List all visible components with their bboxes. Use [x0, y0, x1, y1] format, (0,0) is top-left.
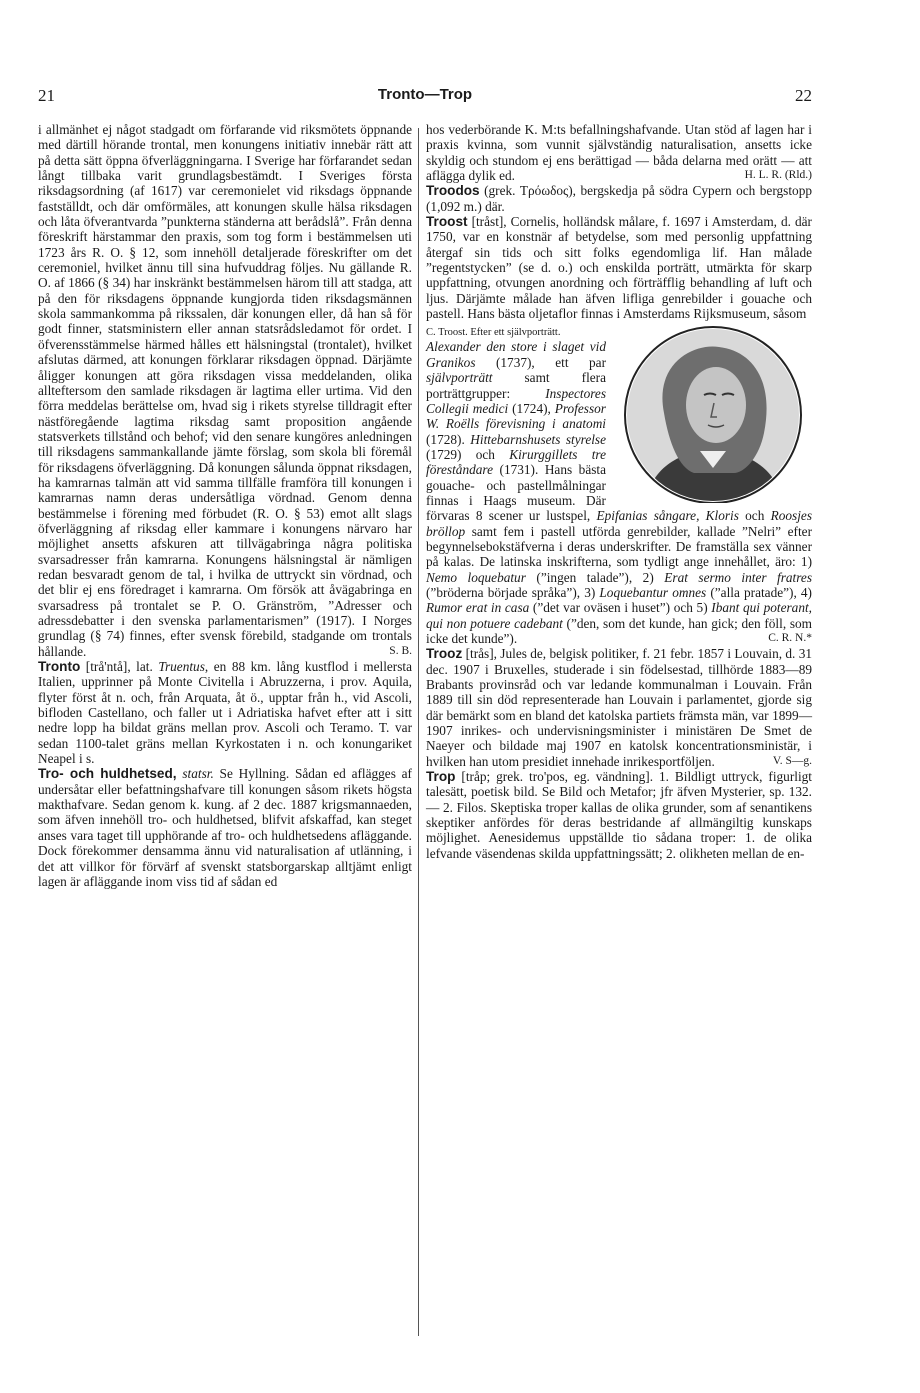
- trontal-article-continuation: i allmänhet ej något stadgadt om förfarande vid riksmötets öppnande med därtill hörande trontal, men konungens initiativ innebär rätt att på detta sätt öppna öfverläggningarna. I Sverige har förfarandet sedan långt tillbaka varit grundlagsbestämdt. I Sveriges första riksdagsordning (af 1617) var ceremonielet vid riksdags öppnande fastställdt, och där omförmäles, att konungen skulle hälsa riksdagen och låta öfverantvarda ”punkterna ständerna att berådslå”. Från denna föreskrift härstammar den praxis, som tog form i bestämmelsen uti 1723 års R. O. § 12, som innehöll detaljerade föreskrifter om det ceremoniel, hvilket ännu till sina hufvuddrag följes. Nu gällande R. O. af 1866 (§ 34) har inskränkt bestämmelsen härom till att stadga, att på den för riksdagens öppnande kungjorda tiden riksdagsmännen skola sammankomma på rikssalen, där konungen eller, då han så för godt finner, statsministern eller annan statsrådsledamot för ordet. I öfverensstämmelse härmed hålles ett hälsningstal (trontalet), hvilket afslutas därmed, att konungen förklarar riksdagen öppnad. Därjämte åligger konungen att göra riksdagen vissa meddelanden, olika allteftersom den samlade riksdagen är lagtima eller urtima. Vid den förra meddelas berättelse om, hvad sig i rikets styrelse tilldragit efter nästföregående lagtima riksdag samt proposition angående statsverkets tillstånd och behof; vid den senare kungöres anledningen till riksdagens sammankallande jämte förslag, som skola bli föremål för riksdagens öfverläggning. Då konungen sålunda öppnat riksdagen, ha kamrarnas talmän att vid samma tillfälle framföra till konungen i kamrarnas namn deras undersåtliga vördnad. Genom denna bestämmelse i förening med förbudet (R. O. § 53) emot allt slags öfverläggning af riksdag eller kammare i konungens närvaro har möjlighet ansetts afskuren att tillvägabringa några politiska svarsadresser från kamrarna. Konungens hälsningstal är nämligen redan besvaradt genom de tal, i hvilka de uttryckt sin vördnad, och det blir ej ens föredraget i kamrarna. Om försök att åvägabringa en svarsadress på trontalet se P. O. Gränström, ”Adresser och adressdebatter i den svenska parlamentarismen” (1917). I Norges grundlag (§ 74) finnes, efter svensk förebild, stadgande om trontals hållande. S. B.: [38, 122, 412, 659]
- headword: Troost: [426, 214, 468, 230]
- signature: C. R. N.*: [768, 632, 812, 644]
- signature: H. L. R. (Rld.): [744, 169, 812, 182]
- entry-tronto: Tronto [trå'ntå], lat. Truentus, en 88 km. lång kustflod i mellersta Italien, upprinner på Monte Civitella i Abruzzerna, i prov. Aquila, flyter först åt n. och, från Arquata, åt ö., upptar från h., vid Ascoli, bifloden Castellano, och faller ut i Adriatiska hafvet efter att i sitt nedre lopp ha bildat gräns mellan prov. Ascoli och Teramo. T. var sedan 1100-talet gräns mellan Kyrkostaten i n. och konungariket Neapel i s.: [38, 659, 412, 767]
- entry-trop: Trop [tråp; grek. tro'pos, eg. vändning]. 1. Bildligt uttryck, figurligt talesätt, poetisk bild. Se Bild och Metafor; jfr äfven Mysterier, sp. 132. — 2. Filos. Skeptiska troper kallas de olika grunder, som af senantikens skeptiker anfördes för deras bestridande af allmängiltig kunskaps möjlighet. Aenesidemus uppställde tio sådana troper: 1. de olika lefvande väsendenas skilda uppfattningssätt; 2. olikheten mellan de en-: [426, 769, 812, 861]
- signature: S. B.: [389, 644, 412, 657]
- portrait-caption: C. Troost. Efter ett självporträtt.: [426, 327, 561, 339]
- headword: Tronto: [38, 659, 81, 675]
- headword: Tro- och huldhetsed,: [38, 766, 177, 782]
- entry-troodos: Troodos (grek. Τρόωδος), bergskedja på södra Cypern och bergstopp (1,092 m.) där.: [426, 183, 812, 214]
- right-column: hos vederbörande K. M:ts befallningshafvande. Utan stöd af lagen har i praxis kvinna, som vunnit självständig naturalisation, ansetts icke skyldig och stundom ej ens berättigad — båda delarna med orätt — att aflägga dylik ed. H. L. R. (Rld.) Troodos (grek. Τρόωδος), bergskedja på södra Cypern och bergstopp (1,092 m.) där. Troost [tråst], Cornelis, holländsk målare, f. 1697 i Amsterdam, d. där 1750, var en konstnär af betydelse, som med personlig uppfattning återgaf sin tids och sitt folks egendomliga lif. Han målade ”regentstycken” (se d. o.) och enskilda porträtt, utmärkta för skarp uppfattning, otvungen anordning och förträfflig behandling af luft och ljus. Därjämte målade han äfven lifliga genrebilder i gouache och pastell. Hans bästa oljetaflor finnas i Amsterdams Rijksmuseum, såsom C. Troost. Efter ett självporträtt. Alexander den store i slaget vid Granikos (1737), ett par självporträtt samt flera porträttgrupper: Inspectores Collegii medici (1724), Professor W. Roëlls förevisning i anatomi (1728). Hittebarnshusets styrelse (1729) och Kirurggillets tre föreståndare (1731). Hans bästa gouache- och pastellmålningar finnas i Haags museum. Där förvaras 8 scener ur lustspel, Epifanias sångare, Kloris och Roosjes bröllop samt fem i pastell utförda genrebilder, kallade ”Nelri” efter begynnelsebokstäfverna i deras underskrifter. De framställa sex vänner på kalas. De latinska inskrifterna, som tydligt ange innehållet, äro: 1) Nemo loquebatur (”ingen talade”), 2) Erat sermo inter fratres (”bröderna började språka”), 3) Loquebantur omnes (”alla pratade”), 4) Rumor erat in casa (”det var oväsen i huset”) och 5) Ibant qui poterant, qui non potuere cadebant (”den, som det kunde, han gick; den föll, som icke det kunde”). C. R. N.* Trooz [trås], Jules de, belgisk politiker, f. 21 febr. 1857 i Louvain, d. 31 dec. 1907 i Bruxelles, studerade i sin födelsestad, tillhörde 1883—89 Brabants provinsråd och var ledande kommunalman i Louvain. Från 1889 till sin död representerade han Louvain i parlamentet, gjorde sig där bemärkt som en bland det katolska partiets främsta män, var 1899—1907 inrikes- och undervisningsminister i ministären De Smet de Naeyer och bildade maj 1907 en katolsk koncentrationsministär, i hvilken han utom presidiet innehade inrikesportföljen. V. S—g. Trop [tråp; grek. tro'pos, eg. vändning]. 1. Bildligt uttryck, figurligt talesätt, poetisk bild. Se Bild och Metafor; jfr äfven Mysterier, sp. 132. — 2. Filos. Skeptiska troper kallas de olika grunder, som af senantikens skeptiker anfördes för deras bestridande af allmängiltig kunskaps möjlighet. Aenesidemus uppställde tio sådana troper: 1. de olika lefvande väsendenas skilda uppfattningssätt; 2. olikheten mellan de en-: [426, 122, 813, 861]
- portrait-image: [614, 323, 812, 503]
- portrait-figure: [614, 323, 812, 503]
- entry-troost: Troost [tråst], Cornelis, holländsk målare, f. 1697 i Amsterdam, d. där 1750, var en konstnär af betydelse, som med personlig uppfattning återgaf sin tids och sitt folks egendomliga lif. Han målade ”regentstycken” (se d. o.) och enskilda porträtt, utmärkta för skarp uppfattning, otvungen anordning och förträfflig behandling af luft och ljus. Därjämte målade han äfven lifliga genrebilder i gouache och pastell. Hans bästa oljetaflor finnas i Amsterdams Rijksmuseum, såsom: [426, 214, 812, 321]
- huldhetsed-continuation: hos vederbörande K. M:ts befallningshafvande. Utan stöd af lagen har i praxis kvinna, som vunnit självständig naturalisation, ansetts icke skyldig och stundom ej ens berättigad — båda delarna med orätt — att aflägga dylik ed. H. L. R. (Rld.): [426, 122, 812, 184]
- headword: Trop: [426, 769, 456, 785]
- page-number-right: 22: [795, 86, 812, 105]
- headword: Trooz: [426, 646, 463, 662]
- signature: V. S—g.: [772, 754, 812, 767]
- left-column: [38, 122, 412, 889]
- headword: Troodos: [426, 183, 480, 199]
- entry-tro-och-huldhetsed: Tro- och huldhetsed, statsr. Se Hyllning. Sådan ed aflägges af undersåtar eller befattningshafvare till konungen såsom rikets högsta makthafvare. Sedan genom k. kung. af 2 dec. 1887 krigsmannaeden, som äfven innehöll tro- och huldhetsed, blifvit afskaffad, kan steget anses vara taget till upphörande af tro- och huldhetsedens afläggande. Dock förekommer densamma ännu vid naturalisation af utlänning, i det att villkor för förvärf af svenskt statsborgarskap alltjämt enligt lagen är afläggande inom viss tid af sådan ed: [38, 766, 412, 889]
- running-title: Tronto—Trop: [377, 86, 473, 103]
- page-header: [38, 86, 812, 110]
- page-number-left: 21: [38, 86, 55, 105]
- column-divider: [418, 128, 419, 1336]
- entry-trooz: Trooz [trås], Jules de, belgisk politiker, f. 21 febr. 1857 i Louvain, d. 31 dec. 1907 i Bruxelles, studerade i sin födelsestad, tillhörde 1883—89 Brabants provinsråd och var ledande kommunalman i Louvain. Från 1889 till sin död representerade han Louvain i parlamentet, gjorde sig där bemärkt som en bland det katolska partiets främsta män, var 1899—1907 inrikes- och undervisningsminister i ministären De Smet de Naeyer och bildade maj 1907 en katolsk koncentrationsministär, i hvilken han utom presidiet innehade inrikesportföljen. V. S—g.: [426, 646, 812, 769]
